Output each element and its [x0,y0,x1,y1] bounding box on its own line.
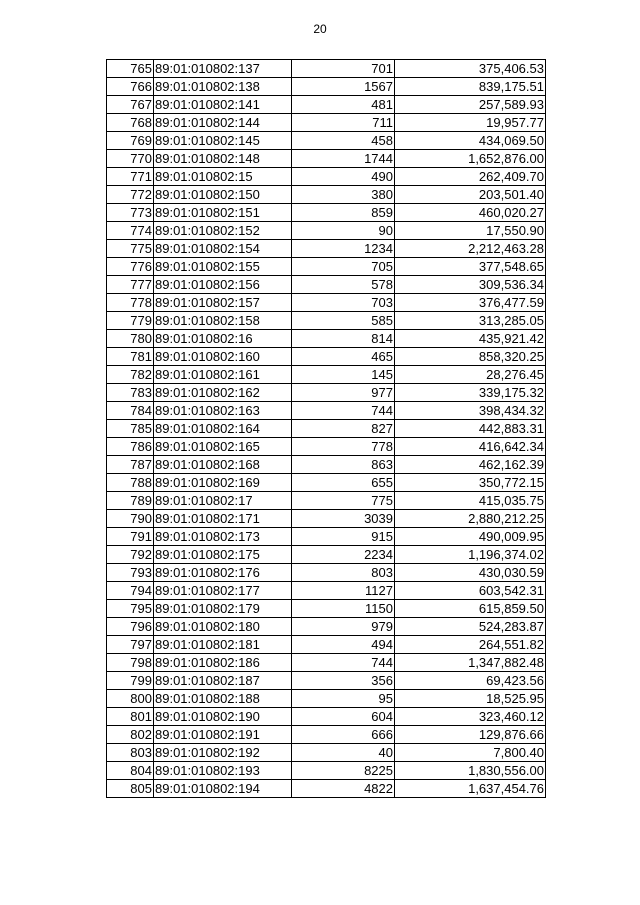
table-row [107,780,546,798]
area-cell: 578 [292,276,395,294]
cadastral-number-cell: 89:01:010802:165 [154,438,292,456]
cadastral-number-cell: 89:01:010802:17 [154,492,292,510]
table-row [107,654,546,672]
cadastral-number-cell: 89:01:010802:186 [154,654,292,672]
table-row [107,366,546,384]
row-number-cell: 783 [107,384,154,402]
cadastral-number-cell: 89:01:010802:163 [154,402,292,420]
cadastral-value-cell: 442,883.31 [395,420,546,438]
table-row [107,474,546,492]
cadastral-number-cell: 89:01:010802:158 [154,312,292,330]
table-row [107,384,546,402]
page-number: 20 [313,22,327,36]
cadastral-number-cell: 89:01:010802:181 [154,636,292,654]
cadastral-number-cell: 89:01:010802:194 [154,780,292,798]
table-row [107,258,546,276]
table-row [107,492,546,510]
table-row [107,438,546,456]
table-row [107,564,546,582]
table-row [107,456,546,474]
cadastral-value-cell: 434,069.50 [395,132,546,150]
cadastral-number-cell: 89:01:010802:175 [154,546,292,564]
row-number-cell: 788 [107,474,154,492]
cadastral-number-cell: 89:01:010802:177 [154,582,292,600]
cadastral-value-cell: 1,637,454.76 [395,780,546,798]
cadastral-value-cell: 490,009.95 [395,528,546,546]
area-cell: 494 [292,636,395,654]
cadastral-number-cell: 89:01:010802:148 [154,150,292,168]
area-cell: 705 [292,258,395,276]
cadastral-value-cell: 264,551.82 [395,636,546,654]
cadastral-value-cell: 376,477.59 [395,294,546,312]
area-cell: 915 [292,528,395,546]
cadastral-value-cell: 1,652,876.00 [395,150,546,168]
area-cell: 775 [292,492,395,510]
area-cell: 604 [292,708,395,726]
table-row [107,114,546,132]
area-cell: 3039 [292,510,395,528]
area-cell: 1150 [292,600,395,618]
table-row [107,348,546,366]
row-number-cell: 795 [107,600,154,618]
cadastral-number-cell: 89:01:010802:192 [154,744,292,762]
row-number-cell: 797 [107,636,154,654]
row-number-cell: 805 [107,780,154,798]
table-row [107,168,546,186]
area-cell: 814 [292,330,395,348]
cadastral-number-cell: 89:01:010802:154 [154,240,292,258]
area-cell: 40 [292,744,395,762]
cadastral-value-cell: 858,320.25 [395,348,546,366]
row-number-cell: 804 [107,762,154,780]
table-row [107,582,546,600]
area-cell: 490 [292,168,395,186]
row-number-cell: 781 [107,348,154,366]
cadastral-number-cell: 89:01:010802:150 [154,186,292,204]
cadastral-value-cell: 309,536.34 [395,276,546,294]
area-cell: 744 [292,402,395,420]
cadastral-value-cell: 839,175.51 [395,78,546,96]
area-cell: 703 [292,294,395,312]
row-number-cell: 792 [107,546,154,564]
cadastral-number-cell: 89:01:010802:160 [154,348,292,366]
area-cell: 90 [292,222,395,240]
cadastral-value-table [106,59,546,798]
cadastral-number-cell: 89:01:010802:16 [154,330,292,348]
cadastral-value-cell: 28,276.45 [395,366,546,384]
row-number-cell: 798 [107,654,154,672]
table-row [107,420,546,438]
cadastral-number-cell: 89:01:010802:152 [154,222,292,240]
row-number-cell: 765 [107,60,154,78]
cadastral-value-cell: 313,285.05 [395,312,546,330]
table-row [107,312,546,330]
cadastral-number-cell: 89:01:010802:180 [154,618,292,636]
cadastral-value-cell: 17,550.90 [395,222,546,240]
table-row [107,726,546,744]
area-cell: 666 [292,726,395,744]
cadastral-number-cell: 89:01:010802:179 [154,600,292,618]
cadastral-value-cell: 257,589.93 [395,96,546,114]
table-row [107,636,546,654]
area-cell: 979 [292,618,395,636]
row-number-cell: 784 [107,402,154,420]
area-cell: 1567 [292,78,395,96]
area-cell: 701 [292,60,395,78]
row-number-cell: 776 [107,258,154,276]
cadastral-value-cell: 2,212,463.28 [395,240,546,258]
cadastral-value-cell: 1,347,882.48 [395,654,546,672]
cadastral-number-cell: 89:01:010802:151 [154,204,292,222]
row-number-cell: 767 [107,96,154,114]
row-number-cell: 785 [107,420,154,438]
cadastral-value-cell: 19,957.77 [395,114,546,132]
row-number-cell: 770 [107,150,154,168]
cadastral-value-cell: 416,642.34 [395,438,546,456]
table-row [107,78,546,96]
cadastral-number-cell: 89:01:010802:161 [154,366,292,384]
cadastral-value-cell: 7,800.40 [395,744,546,762]
cadastral-value-cell: 430,030.59 [395,564,546,582]
area-cell: 711 [292,114,395,132]
table-row [107,672,546,690]
cadastral-number-cell: 89:01:010802:164 [154,420,292,438]
area-cell: 655 [292,474,395,492]
area-cell: 859 [292,204,395,222]
area-cell: 481 [292,96,395,114]
table-row [107,276,546,294]
row-number-cell: 803 [107,744,154,762]
cadastral-value-cell: 18,525.95 [395,690,546,708]
cadastral-number-cell: 89:01:010802:169 [154,474,292,492]
cadastral-number-cell: 89:01:010802:145 [154,132,292,150]
cadastral-value-cell: 398,434.32 [395,402,546,420]
table-row [107,690,546,708]
row-number-cell: 793 [107,564,154,582]
table-row [107,60,546,78]
area-cell: 356 [292,672,395,690]
cadastral-value-cell: 415,035.75 [395,492,546,510]
cadastral-value-cell: 375,406.53 [395,60,546,78]
area-cell: 827 [292,420,395,438]
table-row [107,294,546,312]
area-cell: 458 [292,132,395,150]
cadastral-number-cell: 89:01:010802:156 [154,276,292,294]
cadastral-number-cell: 89:01:010802:188 [154,690,292,708]
row-number-cell: 789 [107,492,154,510]
row-number-cell: 771 [107,168,154,186]
cadastral-value-cell: 1,830,556.00 [395,762,546,780]
row-number-cell: 766 [107,78,154,96]
cadastral-value-cell: 203,501.40 [395,186,546,204]
cadastral-number-cell: 89:01:010802:141 [154,96,292,114]
area-cell: 1127 [292,582,395,600]
cadastral-value-cell: 2,880,212.25 [395,510,546,528]
cadastral-number-cell: 89:01:010802:176 [154,564,292,582]
row-number-cell: 780 [107,330,154,348]
row-number-cell: 779 [107,312,154,330]
row-number-cell: 794 [107,582,154,600]
table-row [107,708,546,726]
area-cell: 977 [292,384,395,402]
row-number-cell: 796 [107,618,154,636]
area-cell: 2234 [292,546,395,564]
area-cell: 95 [292,690,395,708]
area-cell: 380 [292,186,395,204]
area-cell: 4822 [292,780,395,798]
area-cell: 1744 [292,150,395,168]
area-cell: 1234 [292,240,395,258]
table-row [107,222,546,240]
cadastral-number-cell: 89:01:010802:171 [154,510,292,528]
cadastral-value-cell: 323,460.12 [395,708,546,726]
table-row [107,762,546,780]
table-row [107,744,546,762]
area-cell: 863 [292,456,395,474]
table-row [107,240,546,258]
cadastral-number-cell: 89:01:010802:155 [154,258,292,276]
area-cell: 803 [292,564,395,582]
row-number-cell: 791 [107,528,154,546]
row-number-cell: 801 [107,708,154,726]
row-number-cell: 799 [107,672,154,690]
cadastral-value-cell: 129,876.66 [395,726,546,744]
cadastral-number-cell: 89:01:010802:193 [154,762,292,780]
cadastral-value-cell: 69,423.56 [395,672,546,690]
row-number-cell: 773 [107,204,154,222]
row-number-cell: 772 [107,186,154,204]
area-cell: 585 [292,312,395,330]
row-number-cell: 787 [107,456,154,474]
row-number-cell: 777 [107,276,154,294]
row-number-cell: 786 [107,438,154,456]
area-cell: 145 [292,366,395,384]
area-cell: 465 [292,348,395,366]
cadastral-value-cell: 377,548.65 [395,258,546,276]
table-body [107,60,546,798]
table-row [107,150,546,168]
cadastral-value-cell: 339,175.32 [395,384,546,402]
table-row [107,402,546,420]
area-cell: 8225 [292,762,395,780]
cadastral-number-cell: 89:01:010802:137 [154,60,292,78]
cadastral-number-cell: 89:01:010802:138 [154,78,292,96]
table-row [107,96,546,114]
row-number-cell: 800 [107,690,154,708]
cadastral-value-cell: 524,283.87 [395,618,546,636]
row-number-cell: 768 [107,114,154,132]
table-row [107,528,546,546]
row-number-cell: 778 [107,294,154,312]
cadastral-value-cell: 262,409.70 [395,168,546,186]
cadastral-number-cell: 89:01:010802:15 [154,168,292,186]
table-row [107,204,546,222]
row-number-cell: 769 [107,132,154,150]
cadastral-number-cell: 89:01:010802:191 [154,726,292,744]
cadastral-number-cell: 89:01:010802:157 [154,294,292,312]
table-row [107,132,546,150]
area-cell: 778 [292,438,395,456]
row-number-cell: 790 [107,510,154,528]
row-number-cell: 774 [107,222,154,240]
cadastral-number-cell: 89:01:010802:162 [154,384,292,402]
table-row [107,546,546,564]
cadastral-number-cell: 89:01:010802:144 [154,114,292,132]
cadastral-value-cell: 615,859.50 [395,600,546,618]
table-row [107,330,546,348]
cadastral-value-cell: 462,162.39 [395,456,546,474]
cadastral-value-cell: 460,020.27 [395,204,546,222]
cadastral-number-cell: 89:01:010802:187 [154,672,292,690]
table-row [107,510,546,528]
cadastral-value-cell: 1,196,374.02 [395,546,546,564]
row-number-cell: 802 [107,726,154,744]
table-row [107,186,546,204]
cadastral-number-cell: 89:01:010802:173 [154,528,292,546]
row-number-cell: 782 [107,366,154,384]
cadastral-value-cell: 603,542.31 [395,582,546,600]
cadastral-value-cell: 435,921.42 [395,330,546,348]
table-row [107,618,546,636]
cadastral-number-cell: 89:01:010802:168 [154,456,292,474]
cadastral-value-cell: 350,772.15 [395,474,546,492]
row-number-cell: 775 [107,240,154,258]
table-row [107,600,546,618]
area-cell: 744 [292,654,395,672]
cadastral-number-cell: 89:01:010802:190 [154,708,292,726]
